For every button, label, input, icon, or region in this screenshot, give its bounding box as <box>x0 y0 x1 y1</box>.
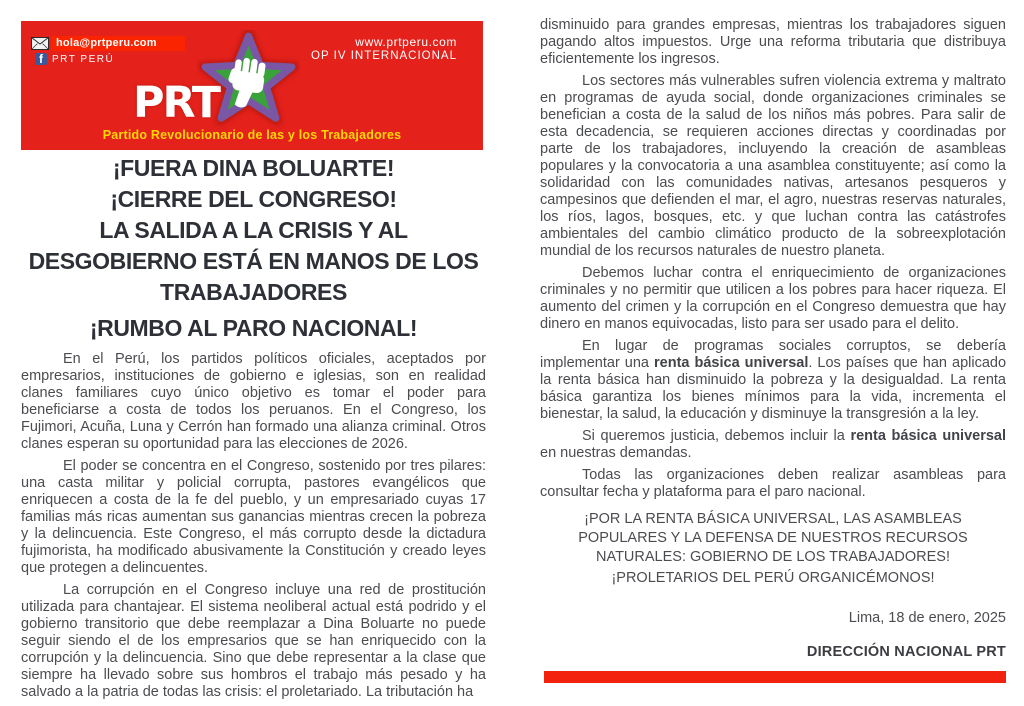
slogan-renta-basica: ¡POR LA RENTA BÁSICA UNIVERSAL, LAS ASAMBLEAS POPULARES Y LA DEFENSA DE NUESTROS RECURSOS NATURALES: GOBIERNO DE LOS TRABAJADORES! <box>578 511 968 565</box>
website-url: www.prtperu.com <box>355 35 457 49</box>
logo-text: PRT <box>133 78 220 128</box>
facebook-row <box>35 53 114 65</box>
paragraph: Debemos luchar contra el enriquecimiento de organizaciones criminales y no permitir que utilicen a los pobres para hacer riqueza. El aumento del crimen y la corrupción en el Congreso demuestra que hay dinero en manos equivocadas, listo para ser usado para el delito. <box>540 265 1006 332</box>
paragraph: El poder se concentra en el Congreso, sostenido por tres pilares: una casta militar y policial corrupta, pastores evangélicos que enriquecen a costa de la fe del pueblo, y un empresariado cuyas 17 familias más ricas aumentan sus ganancias mientras crecen la pobreza y la delincuencia. Este Congreso, el más corrupto desde la dictadura fujimorista, ha modificado abusivamente la Constitución y creado leyes que protegen a delincuentes. <box>21 458 486 576</box>
party-banner <box>21 21 483 150</box>
paragraph: En lugar de programas sociales corruptos, se debería implementar una renta básica universal. Los países que han aplicado la renta básica han disminuido la pobreza y la desigualdad. La renta básica garantiza los bienes mínimos para la vida, incrementa el bienestar, la salud, la educación y disminuye la transgresión a la ley. <box>540 338 1007 422</box>
party-name: Partido Revolucionario de las y los Trabajadores <box>102 128 402 142</box>
signature: DIRECCIÓN NACIONAL PRT <box>806 644 1006 660</box>
left-paragraphs <box>21 351 486 701</box>
dateline: Lima, 18 de enero, 2025 <box>848 610 1006 626</box>
email-row <box>31 36 185 51</box>
banner-links <box>311 35 457 62</box>
star-fist-icon <box>197 30 300 133</box>
email-address: hola@prtperu.com <box>51 36 185 51</box>
slogan-proletarios: ¡PROLETARIOS DEL PERÚ ORGANICÉMONOS! <box>611 570 935 586</box>
headline-rumbo-paro: ¡RUMBO AL PARO NACIONAL! <box>89 315 418 341</box>
paragraph: Los sectores más vulnerables sufren violencia extrema y maltrato en programas de ayuda social, donde organizaciones criminales se benefician a costa de la salud de los niños más pobres. Para salir de esta decadencia, se requieren acciones directas y coordinadas por parte de los trabajadores, incluyendo la creación de asambleas populares y la convocatoria a una asamblea constituyente; así como la solidaridad con las comunidades nativas, artesanos pesqueros y campesinos que defienden el mar, el agro, nuestras reservas naturales, los ríos, lagos, bosques, etc. y que luchan contra las catástrofes ambientales del cambio climático producto de la sobreexplotación mundial de los recursos naturales de nuestro planeta. <box>540 73 1006 259</box>
right-column <box>540 17 1006 683</box>
paragraph: disminuido para grandes empresas, mientras los trabajadores siguen pagando altos impuestos. Urge una reforma tributaria que distribuya eficientemente los ingresos. <box>540 17 1006 67</box>
facebook-page-name: PRT PERÚ <box>52 53 115 65</box>
paragraph: Todas las organizaciones deben realizar asambleas para consultar fecha y plataforma para el paro nacional. <box>540 467 1006 500</box>
paragraph: Si queremos justicia, debemos incluir la renta básica universal en nuestras demandas. <box>540 428 1007 461</box>
left-column <box>21 21 486 706</box>
paragraph: En el Perú, los partidos políticos oficiales, aceptados por empresarios, instituciones de gobierno e iglesias, son en realidad clanes familiares cuyo único objetivo es tomar el poder para beneficiarse a costa de todos los peruanos. En el Congreso, los Fujimori, Acuña, Luna y Cerrón han formado una alianza criminal. Otros clanes esperan su oportunidad para las elecciones de 2026. <box>21 351 486 452</box>
headline-cierre-congreso: ¡CIERRE DEL CONGRESO! <box>110 186 397 212</box>
headline-fuera-dina: ¡FUERA DINA BOLUARTE! <box>112 155 395 181</box>
right-paragraphs <box>540 17 1006 501</box>
envelope-icon <box>31 37 49 50</box>
facebook-f-icon: f <box>35 53 47 65</box>
international-line: OP IV INTERNACIONAL <box>311 50 457 62</box>
footer-red-bar <box>544 671 1006 683</box>
headline-salida-crisis: LA SALIDA A LA CRISIS Y AL DESGOBIERNO ESTÁ EN MANOS DE LOS TRABAJADORES <box>28 217 479 305</box>
paragraph: La corrupción en el Congreso incluye una red de prostitución utilizada para chantajear. El sistema neoliberal actual está podrido y el gobierno transitorio que debe reemplazar a Dina Boluarte no puede seguir siendo el de los empresarios que se han enriquecido con la corrupción y la delincuencia. Sino que debe representar a la clase que siempre ha llevado sobre sus hombros el trabajo más pesado y ha salvado a la patria de todas las crisis: el proletariado. La tributación ha <box>21 582 486 700</box>
